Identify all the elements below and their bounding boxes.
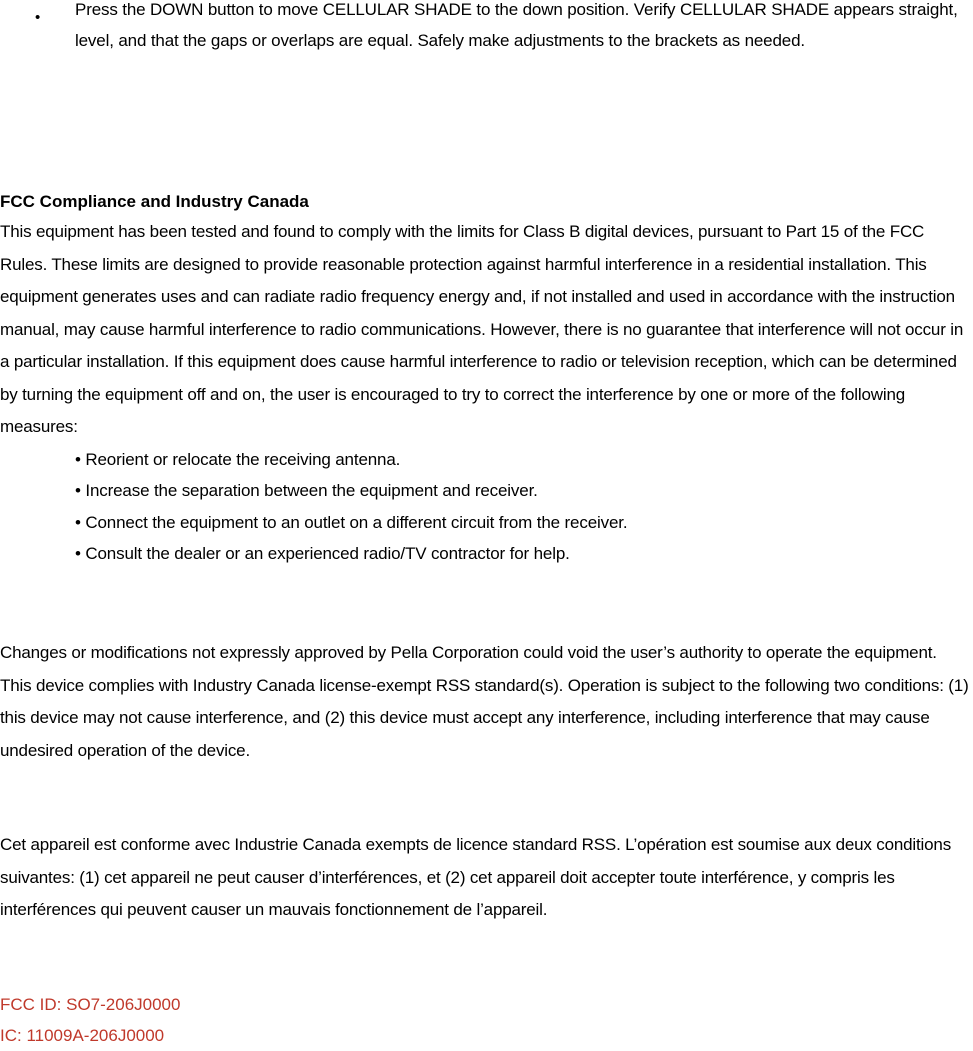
step-bullet (0, 0, 973, 56)
french-section (0, 829, 970, 927)
list-item: • Connect the equipment to an outlet on a different circuit from the receiver. (75, 512, 628, 532)
modifications-section (0, 637, 970, 767)
compliance-paragraph-1: This equipment has been tested and found to comply with the limits for Class B digital devices, pursuant to Part 15 of the FCC Rules. These limits are designed to provide reasonable protection against harmful interference in a residential installation. This equipment generates uses and can radiate radio frequency energy and, if not installed and used in accordance with the instruction manual, may cause harmful interference to radio communications. However, there is no guarantee that interference will not occur in a particular installation. If this equipment does cause harmful interference to radio or television reception, which can be determined by turning the equipment off and on, the user is encouraged to try to correct the interference by one or more of the following measures: (0, 222, 964, 436)
ic-id-text: IC: 11009A-206J0000 (0, 1026, 165, 1045)
bullet-icon: • (35, 9, 41, 26)
measures-list (0, 444, 970, 570)
step-bullet-text: Press the DOWN button to move CELLULAR SHADE to the down position. Verify CELLULAR SHADE appears straight, level, and that the gaps or overlaps are equal. Safely make adjustments to the brackets as needed. (75, 0, 958, 50)
compliance-paragraph-2: Changes or modifications not expressly approved by Pella Corporation could void the user’s authority to operate the equipment. This device complies with Industry Canada license-exempt RSS standard(s). Operation is subject to the following two conditions: (1) this device may not cause interference, and (2) this device must accept any interference, including interference that may cause undesired operation of the device. (0, 643, 969, 760)
compliance-section (0, 186, 970, 570)
section-heading: FCC Compliance and Industry Canada (0, 192, 309, 211)
list-item: • Increase the separation between the equipment and receiver. (75, 481, 538, 500)
compliance-paragraph-french: Cet appareil est conforme avec Industrie Canada exempts de licence standard RSS. L’opération est soumise aux deux conditions suivantes: (1) cet appareil ne peut causer d’interférences, et (2) cet appareil doit accepter toute interférence, y compris les interférences qui peuvent causer un mauvais fonctionnement de l’appareil. (0, 835, 952, 919)
identifiers-block (0, 989, 180, 1051)
list-item: • Reorient or relocate the receiving antenna. (75, 449, 401, 469)
fcc-id-text: FCC ID: SO7-206J0000 (0, 995, 181, 1014)
list-item: • Consult the dealer or an experienced radio/TV contractor for help. (75, 544, 570, 563)
